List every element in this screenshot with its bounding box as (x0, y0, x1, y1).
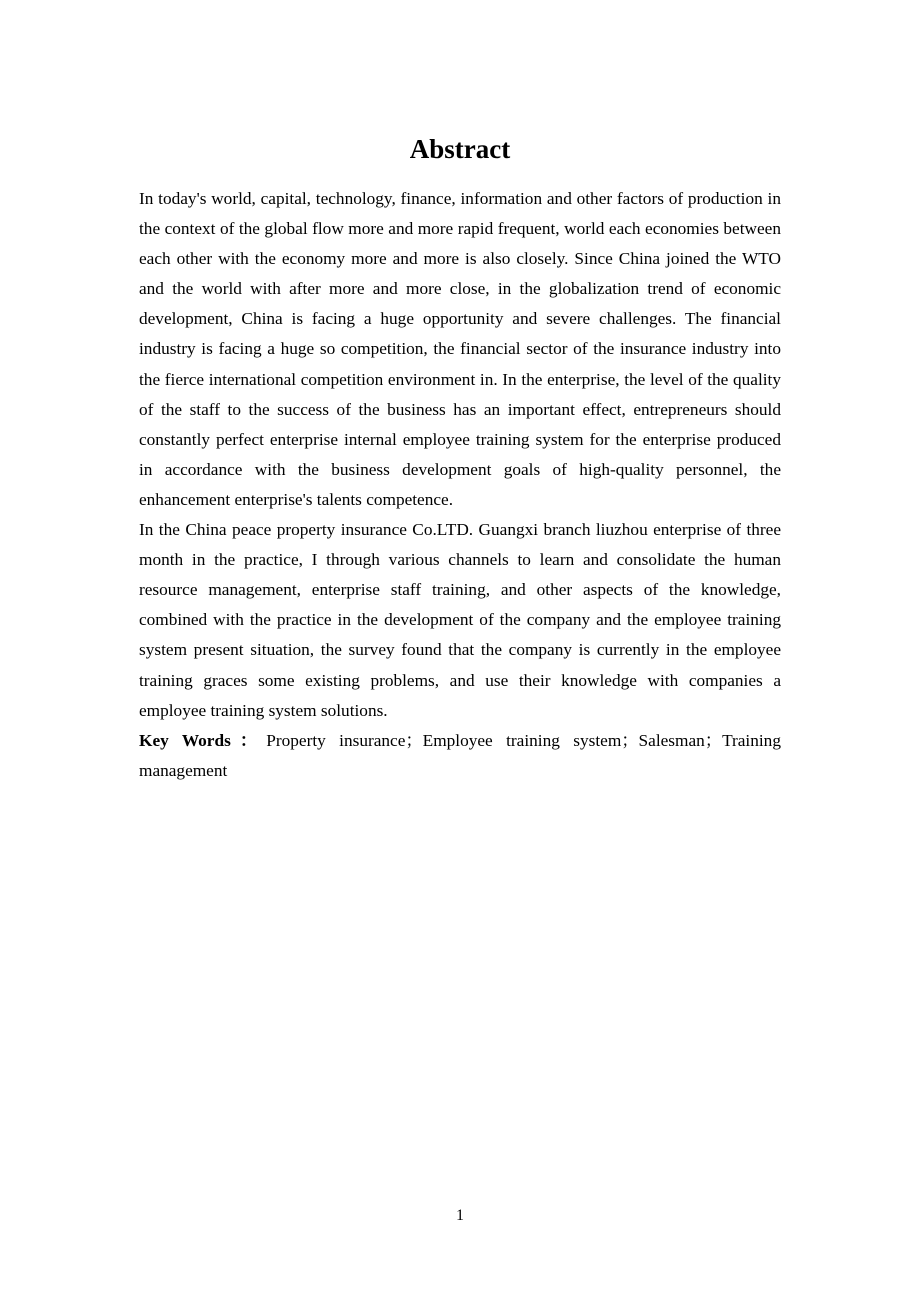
abstract-body (139, 184, 781, 786)
keyword-item: Employee training system； (422, 730, 639, 750)
abstract-title: Abstract (409, 134, 511, 164)
abstract-paragraph-2: In the China peace property insurance Co.LTD. Guangxi branch liuzhou enterprise of three month in the practice, I through various channels to learn and consolidate the human resource management, enterprise staff training, and other aspects of the knowledge, combined with the practice in the development of the company and the employee training system present situation, the survey found that the company is currently in the employee training graces some existing problems, and use their knowledge with companies a employee training system solutions. (139, 520, 781, 720)
page-number: 1 (456, 1207, 464, 1224)
abstract-paragraph-1: In today's world, capital, technology, finance, information and other factors of production in the context of the global flow more and more rapid frequent, world each economies between each other with the economy more and more is also closely. Since China joined the WTO and the world with after more and more close, in the globalization trend of economic development, China is facing a huge opportunity and severe challenges. The financial industry is facing a huge so competition, the financial sector of the insurance industry into the fierce international competition environment in. In the enterprise, the level of the quality of the staff to the success of the business has an important effect, entrepreneurs should constantly perfect enterprise internal employee training system for the enterprise produced in accordance with the business development goals of high-quality personnel, the enhancement enterprise's talents competence. (139, 189, 781, 509)
keyword-item: Property insurance； (266, 730, 423, 750)
keywords-line (139, 726, 781, 786)
keyword-item: Salesman； (638, 730, 723, 750)
keywords-label: Key Words： (139, 730, 267, 750)
keyword-item: Training management (139, 730, 781, 780)
